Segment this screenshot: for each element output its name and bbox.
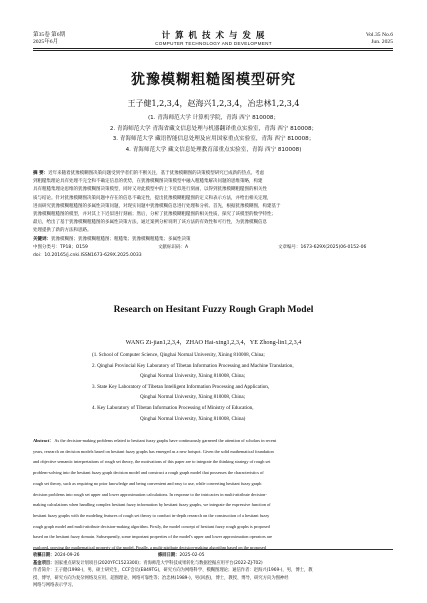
abstract-cn-line: 到粗糙集理论具有处理不完全和不确定信息的优势，在犹豫模糊图决策模型中融入粗糙集解决问题的思维策略，构建 — [33, 179, 263, 185]
abstract-cn — [33, 170, 395, 260]
author-bio-line: 作者简介：王子健(1998-)，男，硕士研究生，CCF会员(E849TG)，研究方向为网络科学、模糊图理论；通信作者：赵海兴(1969-)，男，博士，教 — [33, 568, 313, 574]
affiliation-cn-3: 3. 青海师范大学 藏语智能信息处理及应用国家重点实验室，青海 西宁 810008； — [112, 136, 315, 143]
revised-label: 修回日期： — [158, 553, 180, 558]
clc-number: 中图分类号：TP18；O159 — [33, 244, 88, 250]
revised-date: 2025-02-05 — [179, 553, 205, 558]
abstract-cn-label: 摘 要： — [33, 171, 49, 176]
affiliations-cn — [0, 113, 427, 155]
abstract-en-line: As the decision-making problems related to hesitant fuzzy graphs have continuously garnered the attention of scholars in recent — [54, 438, 277, 443]
date-cn: 2025年6月 — [33, 39, 59, 45]
abstract-cn-line: 犹豫模糊粗糙图的模型，并对其上下近似进行刻画；然后，分析了犹豫模糊粗糙图的相关性质，探究了该模型的数学特性； — [33, 212, 276, 218]
affiliation-cn-1: (1. 青海师范大学 计算机学院，青海 西宁 810008； — [147, 115, 280, 121]
authors-en: WANG Zi-jian1,2,3,4，ZHAO Hai-xing1,2,3,4，YE Zhong-lin1,2,3,4 — [125, 339, 302, 346]
fund-label: 基金项目： — [33, 560, 55, 566]
paper-title-en: Research on Hesitant Fuzzy Rough Graph Model — [113, 305, 314, 315]
article-number: 文章编号：1673-629X(2025)06-0152-06 — [278, 244, 367, 250]
authors-cn: 王子健1,2,3,4，赵海兴1,2,3,4，冶忠林1,2,3,4 — [127, 99, 300, 108]
abstract-cn-line: 近年来随着犹豫模糊图决策问题受到学者们的不断关注，基于犹豫模糊图的决策模型研究已成新的热点。考虑 — [48, 171, 265, 176]
abstract-en-line: problem-solving into the hesitant fuzzy graph decision model and construct a rough graph model that possesses the characteristics of — [33, 470, 264, 476]
abstract-cn-line: 最后，给出了基于犹豫模糊粗糙图的多属性决策方法，通过案例分析说明了该方法的有效性和可行性，为犹豫模糊信息 — [33, 220, 267, 226]
journal-name-en: COMPUTER TECHNOLOGY AND DEVELOPMENT — [155, 41, 272, 46]
abstract-en-line: based on the hesitant fuzzy domain. Subsequently, some important properties of the model's upper and lower approximation operators are — [33, 534, 273, 540]
abstract-en-label: Abstract： — [33, 438, 54, 443]
keywords-cn-label: 关键词： — [33, 236, 51, 242]
abstract-cn-line: 具有粗糙集理论思维的犹豫模糊图决策模型，同时又对此模型中的上下近似进行刻画，以得到犹豫模糊粗糙图的相关性 — [33, 187, 267, 193]
affiliations-en — [92, 350, 412, 424]
affiliation-en-3: 3. State Key Laboratory of Tibetan Intelligent Information Processing and Application, — [92, 383, 270, 390]
abstract-en-line: hesitant fuzzy graphs with the modeling features of rough set theory to conduct in-depth research on the construction of a hesitant fuzzy — [33, 512, 270, 518]
journal-name-cn: 计 算 机 技 术 与 发 展 — [161, 31, 266, 41]
header-rule-bottom — [33, 50, 393, 51]
affiliation-en-4b: Qinghai Normal University, Xining 810008, China) — [140, 415, 246, 422]
received-label: 收稿日期： — [33, 553, 55, 558]
fund-text: 国家重点研发计划项目(2020YFC1523300)；青海师范大学科技成果转化与数据挖掘应用平台(2022-ZJ-T02) — [54, 560, 263, 566]
doi: doi：10.20165/j.cnki.ISSN1673-629X.2025.0033 — [33, 253, 142, 259]
abstract-en-line: years, research on decision models based on hesitant fuzzy graphs has emerged as a new hotspot. Given the solid mathematical foundation — [33, 448, 274, 454]
affiliation-en-1: (1. School of Computer Science, Qinghai Normal University, Xining 810008, China; — [92, 352, 265, 358]
author-bio-line: 网络与网络表示学习。 — [33, 583, 76, 589]
abstract-en-line: making calculations when handling complex hesitant fuzzy information by hesitant fuzzy graphs, we integrate the expressive function of — [33, 502, 271, 508]
abstract-en-line: rough set theory, such as requiring no prior knowledge and being convenient and easy to use, while converting hesitant fuzzy graph — [33, 480, 262, 486]
header-rule-top — [33, 48, 393, 49]
footnote-rule — [33, 549, 393, 550]
abstract-en-line: decision problems into rough set upper and lower approximation calculations. In response to the intricacies in multi-attribute decision- — [33, 491, 267, 497]
affiliation-cn-2: 2. 青海师范大学 青海省藏文信息处理与机器翻译重点实验室，青海 西宁 810008； — [109, 125, 318, 132]
author-bio-line: 授、博导，研究方向为复杂网络及应用、超图理论、网络可靠性等；冶忠林(1989-)，男(回族)，博士，教授、博导，研究方向为图神经 — [33, 575, 289, 581]
affiliation-cn-4: 4. 青海师范大学 藏文信息处理教育部重点实验室，青海 西宁 810008) — [125, 146, 302, 153]
volume-issue-cn: 第35卷 第6期 — [33, 32, 66, 38]
affiliation-en-3b: Qinghai Normal University, Xining 810008, China; — [140, 394, 246, 401]
affiliation-en-2b: Qinghai Normal University, Xining 810008, China; — [140, 373, 246, 380]
paper-title-cn: 犹豫模糊粗糙图模型研究 — [131, 72, 296, 88]
abstract-cn-line: 质与结论。针对犹豫模糊图决策问题中存在的信息不确定性，提出犹豫模糊粗糙图的定义和表示方法，并给出相关定理， — [33, 195, 272, 201]
volume-issue-en: Vol.35 No.6 — [365, 32, 393, 38]
date-en: Jun. 2025 — [371, 39, 393, 45]
affiliation-en-4: 4. Key Laboratory of Tibetan Information Processing of Ministry of Education, — [92, 404, 254, 411]
received-date: 2024-09-26 — [54, 553, 80, 558]
affiliation-en-2: 2. Qinghai Provincial Key Laboratory of Tibetan Information Processing and Machine Translation, — [92, 362, 294, 369]
abstract-en — [33, 436, 395, 554]
footnote — [33, 552, 395, 590]
abstract-cn-line: 处理提供了新的方法和思路。 — [33, 228, 92, 234]
abstract-en-line: explored, proving the mathematical property of the model. Finally, a multi-attribute decision-making algorithm based on the proposed — [33, 545, 266, 551]
document-code: 文献标识码：A — [158, 244, 189, 250]
abstract-en-line: rough graph model and multi-attribute decision-making algorithm. Firstly, the model concept of hesitant fuzzy rough graphs is proposed — [33, 523, 270, 529]
keywords-cn: 犹豫模糊图；犹豫模糊粗糙图；粗糙集；犹豫模糊粗糙集；多属性决策 — [51, 236, 191, 242]
abstract-en-line: and objective semantic interpretations of rough set theory, the motivations of this paper are to integrate the thinking strategy of rough set — [33, 459, 271, 465]
abstract-cn-line: 进而研究犹豫模糊粗糙图的多属性决策问题，对现实问题中犹豫模糊信息进行处理和分析。首先，根据犹豫模糊图，构建基于 — [33, 203, 281, 209]
